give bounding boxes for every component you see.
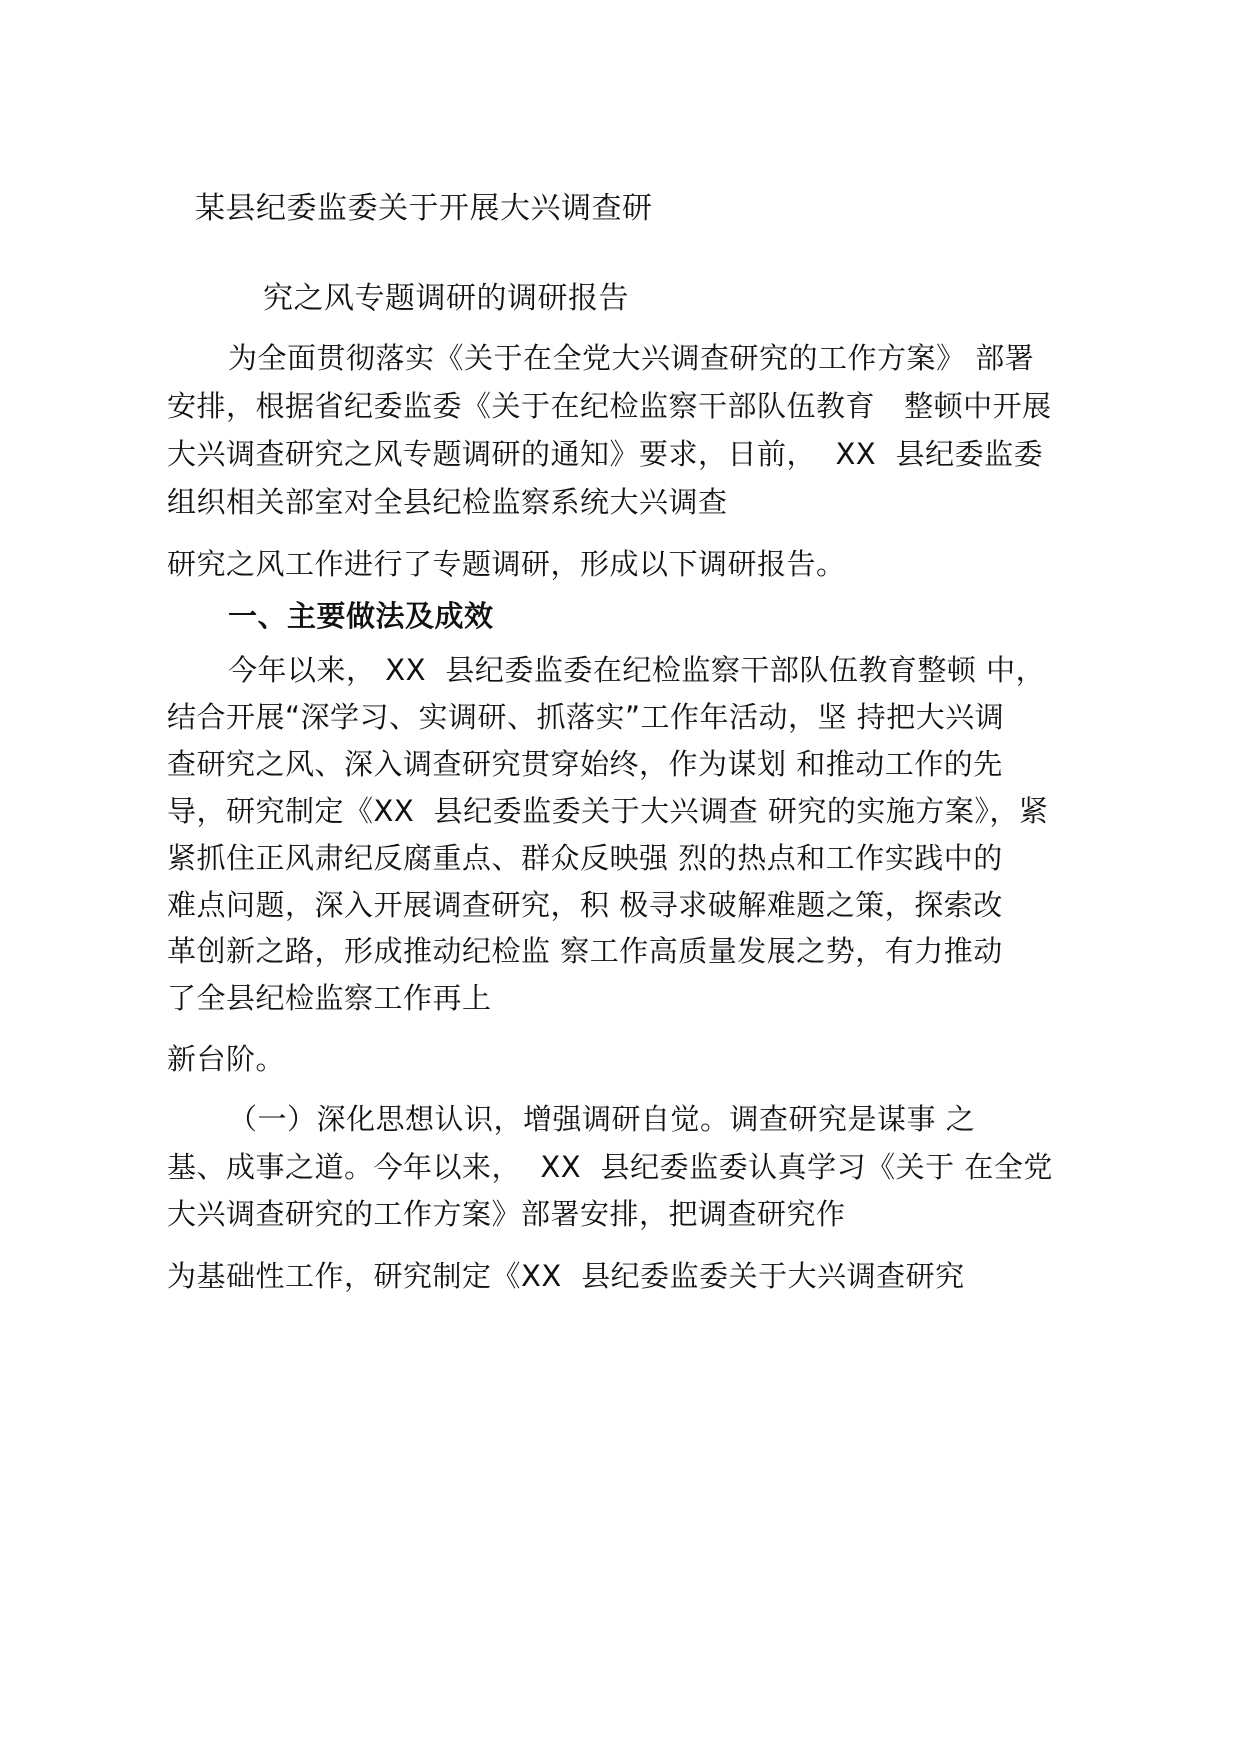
intro-line-5: 研究之风工作进行了专题调研，形成以下调研报告。 — [167, 547, 846, 581]
title-line-1: 某县纪委监委关于开展大兴调查研 — [195, 191, 653, 226]
intro-line-2: 安排，根据省纪委监委《关于在纪检监察干部队伍教育 整顿中开展 — [167, 389, 1052, 423]
subsection1-line-3: 大兴调查研究的工作方案》部署安排，把调查研究作 — [167, 1197, 846, 1231]
section1-line-6: 难点问题，深入开展调查研究，积 极寻求破解难题之策，探索改 — [167, 888, 1003, 922]
intro-line-3: 大兴调查研究之风专题调研的通知》要求，日前， XX 县纪委监委 — [167, 437, 1044, 471]
section1-line-3: 查研究之风、深入调查研究贯穿始终，作为谋划 和推动工作的先 — [167, 747, 1003, 781]
section1-line-8: 了全县纪检监察工作再上 — [167, 981, 492, 1015]
section1-line-2: 结合开展“深学习、实调研、抓落实”工作年活动，坚 持把大兴调 — [167, 700, 1005, 734]
section1-line-4: 导，研究制定《XX 县纪委监委关于大兴调查 研究的实施方案》，紧 — [167, 794, 1049, 828]
section1-line-1: 今年以来， XX 县纪委监委在纪检监察干部队伍教育整顿 中， — [228, 653, 1046, 687]
subsection1-line-4: 为基础性工作，研究制定《XX 县纪委监委关于大兴调查研究 — [167, 1259, 965, 1293]
section1-line-9: 新台阶。 — [167, 1042, 286, 1076]
section1-line-5: 紧抓住正风肃纪反腐重点、群众反映强 烈的热点和工作实践中的 — [167, 841, 1003, 875]
intro-line-1: 为全面贯彻落实《关于在全党大兴调查研究的工作方案》 部署 — [228, 341, 1035, 375]
section-heading-1: 一、主要做法及成效 — [228, 599, 494, 633]
subsection1-line-1: （一）深化思想认识，增强调研自觉。调查研究是谋事 之 — [228, 1102, 976, 1136]
intro-line-4: 组织相关部室对全县纪检监察系统大兴调查 — [167, 485, 728, 519]
title-line-2: 究之风专题调研的调研报告 — [263, 281, 629, 316]
subsection1-line-2: 基、成事之道。今年以来， XX 县纪委监委认真学习《关于 在全党 — [167, 1150, 1053, 1184]
section1-line-7: 革创新之路，形成推动纪检监 察工作高质量发展之势，有力推动 — [167, 934, 1003, 968]
